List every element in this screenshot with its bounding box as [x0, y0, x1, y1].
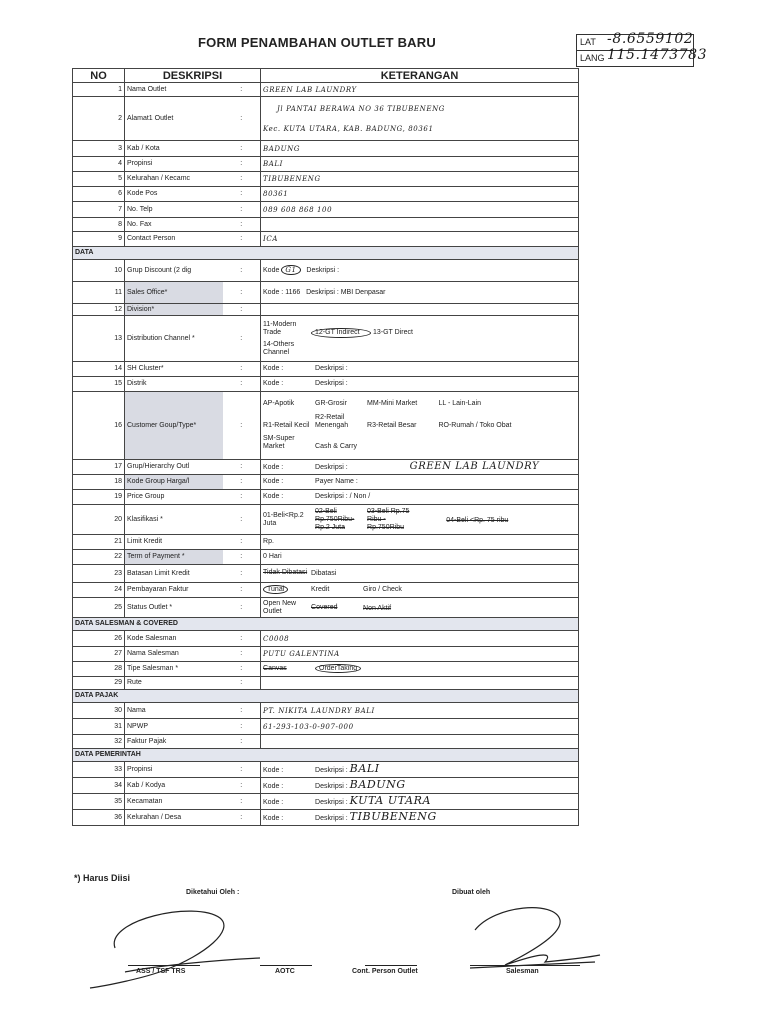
row-no: 16 [73, 392, 125, 460]
row-colon: : [223, 565, 261, 583]
table-row [73, 794, 579, 810]
lat-label: LAT [580, 37, 596, 47]
sig-label-ass: ASS / TSF TRS [136, 968, 186, 975]
table-row [73, 535, 579, 550]
row-no: 31 [73, 719, 125, 735]
row-colon: : [223, 392, 261, 460]
table-row [73, 377, 579, 392]
row-no: 13 [73, 316, 125, 362]
row-label: Faktur Pajak [125, 735, 223, 749]
row-label: Kode Group Harga/l [125, 475, 223, 490]
option-covered: Covered [311, 604, 338, 612]
table-row [73, 778, 579, 794]
lat-value: -8.6559102 [607, 31, 694, 47]
option-retail-kecil: R1-Retail Kecil [263, 422, 310, 429]
signature-line-aotc [260, 965, 312, 966]
row-no: 33 [73, 762, 125, 778]
deskripsi-label: Deskripsi : [315, 798, 348, 806]
payer-name-label: Payer Name : [315, 478, 358, 485]
kode-label: Kode : [263, 766, 284, 774]
row-colon: : [223, 631, 261, 647]
header-no: NO [73, 69, 125, 83]
table-row [73, 735, 579, 749]
row-label: Kab / Kota [125, 141, 223, 157]
row-no: 10 [73, 260, 125, 282]
deskripsi-label: Deskripsi : [315, 380, 348, 387]
row-label: Price Group [125, 490, 223, 505]
row-colon: : [223, 172, 261, 187]
row-colon: : [223, 550, 261, 565]
row-colon: : [223, 157, 261, 172]
row-label: Kab / Kodya [125, 778, 223, 794]
option-tidak-dibatasi: Tidak Dibatasi [263, 569, 308, 577]
sig-label-salesman: Salesman [506, 968, 539, 975]
row-label: Kelurahan / Desa [125, 810, 223, 826]
row-colon: : [223, 202, 261, 218]
row-no: 34 [73, 778, 125, 794]
signature-left [85, 900, 265, 990]
row-label: No. Telp [125, 202, 223, 218]
row-value [261, 377, 579, 392]
row-label: Customer Goup/Type* [125, 392, 223, 460]
table-row [73, 316, 579, 362]
row-label: Grup Discount (2 dig [125, 260, 223, 282]
deskripsi-label: Deskripsi : [315, 814, 348, 822]
row-label: Distrik [125, 377, 223, 392]
table-row [73, 392, 579, 460]
row-label: Division* [125, 304, 223, 316]
option-others-channel: 14-Others Channel [263, 340, 295, 356]
row-label: Contact Person [125, 232, 223, 247]
row-no: 27 [73, 647, 125, 662]
deskripsi-label: Deskripsi : / Non / [315, 493, 371, 500]
row-label: Nama Outlet [125, 83, 223, 97]
row-value [261, 475, 579, 490]
row-value [261, 794, 579, 810]
option-giro-check: Giro / Check [363, 586, 402, 593]
row-label: Kecamatan [125, 794, 223, 810]
row-no: 23 [73, 565, 125, 583]
row-value: PUTU GALENTINA [261, 647, 579, 662]
section-pemerintah: DATA PEMERINTAH [73, 749, 579, 762]
row-value [261, 304, 579, 316]
row-colon: : [223, 735, 261, 749]
row-value [261, 598, 579, 618]
row-value: 61-293-103-0-907-000 [261, 719, 579, 735]
table-row [73, 505, 579, 535]
row-no: 35 [73, 794, 125, 810]
row-colon: : [223, 703, 261, 719]
header-deskripsi: DESKRIPSI [125, 69, 261, 83]
table-row [73, 475, 579, 490]
row-no: 19 [73, 490, 125, 505]
row-value [261, 316, 579, 362]
lang-label: LANG [580, 53, 605, 63]
deskripsi-label: Deskripsi : [315, 463, 348, 471]
row-colon: : [223, 316, 261, 362]
signature-line-salesman [470, 965, 580, 966]
row-value: 0 Hari [261, 550, 579, 565]
row-value: BADUNG [261, 141, 579, 157]
row-label: Distribution Channel * [125, 316, 223, 362]
table-row [73, 490, 579, 505]
row-colon: : [223, 778, 261, 794]
deskripsi-label: Deskripsi : [306, 267, 340, 274]
row-label: Alamat1 Outlet [125, 97, 223, 141]
row-value [261, 260, 579, 282]
row-no: 26 [73, 631, 125, 647]
row-no: 28 [73, 662, 125, 677]
row-colon: : [223, 260, 261, 282]
table-row [73, 583, 579, 598]
option-ordertaking: OrderTaking [315, 664, 361, 673]
row-colon: : [223, 647, 261, 662]
kode-label: Kode [263, 267, 280, 274]
option-cash-carry: Cash & Carry [315, 443, 358, 450]
kode-label: Kode : [263, 478, 284, 485]
option-apotik: AP-Apotik [263, 400, 295, 407]
row-no: 3 [73, 141, 125, 157]
row-label: Propinsi [125, 157, 223, 172]
section-data: DATA [73, 247, 579, 260]
sig-label-aotc: AOTC [275, 968, 295, 975]
row-no: 7 [73, 202, 125, 218]
section-salesman: DATA SALESMAN & COVERED [73, 618, 579, 631]
row-no: 24 [73, 583, 125, 598]
table-row [73, 97, 579, 141]
row-label: Rute [125, 677, 223, 690]
section-row [73, 690, 579, 703]
kode-label: Kode : [263, 365, 284, 372]
option-gt-indirect: 12-GT Indirect [311, 328, 371, 338]
row-no: 22 [73, 550, 125, 565]
option-kredit: Kredit [311, 586, 330, 593]
required-note: *) Harus Diisi [74, 873, 131, 883]
row-value: Rp. [261, 535, 579, 550]
row-value [261, 677, 579, 690]
table-row [73, 172, 579, 187]
row-no: 29 [73, 677, 125, 690]
table-header [73, 69, 579, 83]
row-label: Propinsi [125, 762, 223, 778]
row-no: 21 [73, 535, 125, 550]
row-no: 30 [73, 703, 125, 719]
coordinate-box [576, 31, 708, 67]
row-colon: : [223, 598, 261, 618]
row-colon: : [223, 377, 261, 392]
row-label: Kode Salesman [125, 631, 223, 647]
table-row [73, 662, 579, 677]
row-label: Term of Payment * [125, 550, 223, 565]
lang-row [577, 47, 708, 66]
deskripsi-value: TIBUBENENG [349, 809, 437, 823]
row-colon: : [223, 762, 261, 778]
row-colon: : [223, 141, 261, 157]
option-tunai: Tunai [263, 585, 288, 594]
row-value [261, 762, 579, 778]
row-no: 20 [73, 505, 125, 535]
row-no: 36 [73, 810, 125, 826]
option-non-aktif: Non Aktif [363, 604, 392, 612]
row-value [261, 778, 579, 794]
table-row [73, 362, 579, 377]
row-colon: : [223, 475, 261, 490]
row-no: 5 [73, 172, 125, 187]
row-colon: : [223, 490, 261, 505]
option-super-market: SM-Super Market [263, 435, 295, 450]
row-colon: : [223, 583, 261, 598]
row-value: GREEN LAB LAUNDRY [261, 83, 579, 97]
table-row [73, 218, 579, 232]
table-row [73, 647, 579, 662]
option-mini-market: MM-Mini Market [367, 400, 418, 407]
kode-label: Kode : [263, 463, 284, 471]
section-row [73, 749, 579, 762]
row-value: ICA [261, 232, 579, 247]
row-value [261, 460, 579, 475]
row-no: 1 [73, 83, 125, 97]
row-no: 14 [73, 362, 125, 377]
kode-label: Kode : [263, 782, 284, 790]
section-pajak: DATA PAJAK [73, 690, 579, 703]
row-no: 15 [73, 377, 125, 392]
row-colon: : [223, 97, 261, 141]
row-value: C0008 [261, 631, 579, 647]
option-klasifikasi-02: 02-Beli Rp.750Ribu-Rp.2 Juta [315, 507, 355, 531]
section-row [73, 247, 579, 260]
section-row [73, 618, 579, 631]
row-value: 80361 [261, 187, 579, 202]
option-rumah-toko-obat: RO-Rumah / Toko Obat [438, 422, 512, 429]
table-row [73, 565, 579, 583]
row-value [261, 218, 579, 232]
table-row [73, 810, 579, 826]
row-colon: : [223, 460, 261, 475]
row-no: 9 [73, 232, 125, 247]
row-no: 4 [73, 157, 125, 172]
option-canvas: Canvas [263, 665, 287, 672]
row-value: BALI [261, 157, 579, 172]
row-value [261, 362, 579, 377]
table-row [73, 232, 579, 247]
kode-label: Kode : [263, 814, 284, 822]
option-retail-besar: R3-Retail Besar [367, 422, 417, 429]
table-row [73, 141, 579, 157]
row-no: 11 [73, 282, 125, 304]
table-row [73, 202, 579, 218]
row-no: 25 [73, 598, 125, 618]
kode-label: Kode : [263, 798, 284, 806]
row-label: Klasifikasi * [125, 505, 223, 535]
kode-label: Kode : 1166 [263, 288, 301, 296]
row-colon: : [223, 83, 261, 97]
signature-line-ass [128, 965, 200, 966]
option-retail-menengah: R2-Retail Menengah [315, 414, 349, 429]
row-label: Nama [125, 703, 223, 719]
option-modern-trade: 11-Modern Trade [263, 320, 297, 336]
option-dibatasi: Dibatasi [311, 569, 337, 577]
row-colon: : [223, 662, 261, 677]
outlet-form-table [72, 68, 579, 826]
deskripsi-label: Deskripsi : [315, 365, 348, 372]
deskripsi-value: BALI [349, 761, 380, 775]
table-row [73, 460, 579, 475]
table-row [73, 598, 579, 618]
row-label: Tipe Salesman * [125, 662, 223, 677]
row-value [261, 810, 579, 826]
row-no: 6 [73, 187, 125, 202]
kode-label: Kode : [263, 380, 284, 387]
header-keterangan: KETERANGAN [261, 69, 579, 83]
option-gt-direct: 13-GT Direct [372, 328, 413, 336]
row-colon: : [223, 362, 261, 377]
row-label: SH Cluster* [125, 362, 223, 377]
table-row [73, 677, 579, 690]
row-colon: : [223, 218, 261, 232]
diketahui-label: Diketahui Oleh : [186, 889, 240, 896]
row-colon: : [223, 304, 261, 316]
row-label: NPWP [125, 719, 223, 735]
row-label: No. Fax [125, 218, 223, 232]
row-no: 17 [73, 460, 125, 475]
deskripsi-label: Deskripsi : MBI Denpasar [306, 288, 386, 296]
signature-line-contact [365, 965, 417, 966]
table-row [73, 762, 579, 778]
row-label: Grup/Hierarchy Outl [125, 460, 223, 475]
row-colon: : [223, 719, 261, 735]
row-value [261, 392, 579, 460]
row-no: 12 [73, 304, 125, 316]
option-klasifikasi-01: 01-Beli<Rp.2 Juta [263, 511, 304, 527]
lang-value: 115.1473783 [607, 47, 708, 63]
row-colon: : [223, 282, 261, 304]
row-colon: : [223, 535, 261, 550]
form-title: FORM PENAMBAHAN OUTLET BARU [198, 35, 436, 50]
row-colon: : [223, 810, 261, 826]
table-row [73, 719, 579, 735]
row-colon: : [223, 505, 261, 535]
row-colon: : [223, 794, 261, 810]
row-value: 089 608 868 100 [261, 202, 579, 218]
row-value [261, 282, 579, 304]
table-row [73, 157, 579, 172]
row-value: TIBUBENENG [261, 172, 579, 187]
row-colon: : [223, 232, 261, 247]
deskripsi-label: Deskripsi : [315, 782, 348, 790]
row-value [261, 490, 579, 505]
kode-value: G1 [281, 265, 300, 275]
row-label: Nama Salesman [125, 647, 223, 662]
row-label: Status Outlet * [125, 598, 223, 618]
row-label: Batasan Limit Kredit [125, 565, 223, 583]
row-value [261, 662, 579, 677]
deskripsi-value: BADUNG [349, 777, 406, 791]
dibuat-label: Dibuat oleh [452, 889, 491, 896]
row-colon: : [223, 187, 261, 202]
row-label: Kode Pos [125, 187, 223, 202]
table-row [73, 282, 579, 304]
table-row [73, 703, 579, 719]
option-klasifikasi-04: 04-Beli <Rp. 75 ribu [446, 516, 509, 524]
row-label: Sales Office* [125, 282, 223, 304]
sig-label-contact: Cont. Person Outlet [352, 968, 418, 975]
row-no: 2 [73, 97, 125, 141]
address-line-2: Kec. KUTA UTARA, KAB. BADUNG, 80361 [263, 124, 434, 133]
row-no: 32 [73, 735, 125, 749]
row-value [261, 735, 579, 749]
table-row [73, 304, 579, 316]
row-label: Kelurahan / Kecamc [125, 172, 223, 187]
option-klasifikasi-03: 03-Beli Rp.75 Ribu - Rp.750Ribu [367, 507, 410, 531]
row-colon: : [223, 677, 261, 690]
option-open-new-outlet: Open New Outlet [263, 599, 297, 615]
table-row [73, 83, 579, 97]
hierarchy-value: GREEN LAB LAUNDRY [409, 460, 540, 472]
row-value [261, 505, 579, 535]
row-value: PT. NIKITA LAUNDRY BALI [261, 703, 579, 719]
table-row [73, 260, 579, 282]
kode-label: Kode : [263, 493, 284, 500]
row-no: 8 [73, 218, 125, 232]
row-value [261, 565, 579, 583]
table-row [73, 631, 579, 647]
row-no: 18 [73, 475, 125, 490]
deskripsi-value: KUTA UTARA [349, 793, 432, 807]
address-line-1: Jl PANTAI BERAWA NO 36 TIBUBENENG [277, 104, 445, 113]
row-value [261, 97, 579, 141]
row-value [261, 583, 579, 598]
option-grosir: GR-Grosir [315, 400, 347, 407]
table-row [73, 550, 579, 565]
row-label: Pembayaran Faktur [125, 583, 223, 598]
deskripsi-label: Deskripsi : [315, 766, 348, 774]
row-label: Limit Kredit [125, 535, 223, 550]
table-row [73, 187, 579, 202]
option-lain-lain: LL - Lain-Lain [438, 400, 482, 407]
